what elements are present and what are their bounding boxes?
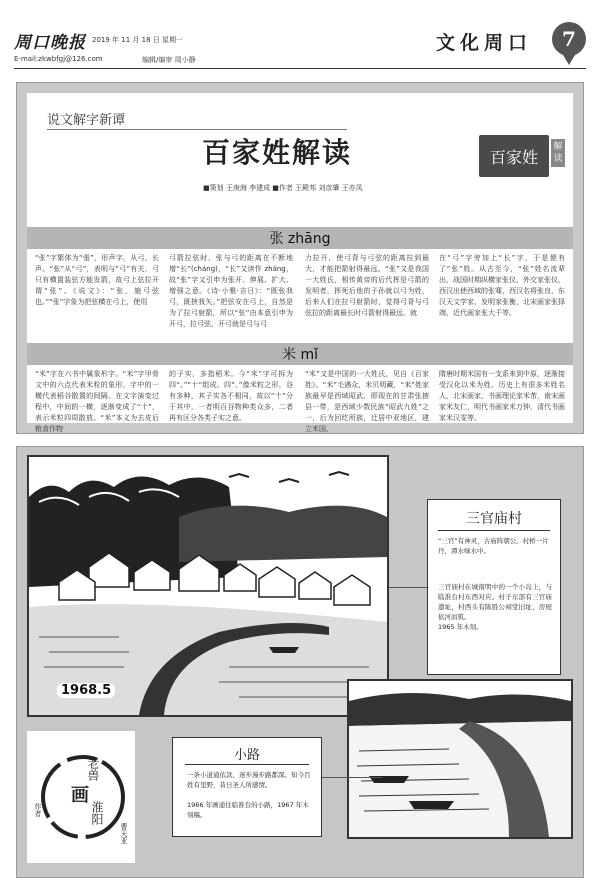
caption2-poem: 一条小道通依款，迷步漫步路都深。知今百姓有里野，昔日圣人所感情。 — [187, 771, 311, 789]
caption-year: 1965 年木刻。 — [438, 623, 483, 631]
masthead-rule — [14, 68, 586, 69]
feature-inner — [27, 93, 573, 433]
caption-text — [438, 582, 552, 632]
feature-headline: 百家姓解读 — [202, 136, 353, 169]
caption2-title: 小路 — [233, 748, 260, 763]
section-band-zhang — [27, 227, 573, 249]
section-title: 文化周口 — [436, 32, 533, 54]
woodcut-panel — [16, 446, 584, 878]
feature-panel — [16, 82, 584, 434]
zhang-col-3: 力拉开，使弓背与弓弦的距离拉到最大，才能把箭射得最远。“张”又是我国一大姓氏，相传黄帝的后代挥是弓箭的发明者，挥死后他的子孙就以弓为姓，后来人们在拉弓射箭时，觉得弓背与弓弦拉的距离最长时弓箭射得最远，就 — [305, 254, 429, 317]
stamp-subtitle: 解读 — [551, 139, 565, 167]
headline-stamp: 百家姓 — [479, 135, 549, 177]
caption2-text: 1966 年画通往临淮台的小路，1967 年木刻稿。 — [187, 801, 309, 819]
caption2-rule — [185, 764, 309, 765]
byline: ■策划 王庚海 李建成 ■作者 王殿邦 刘彦肇 王亦凤 — [203, 184, 363, 192]
seal-place-text: 淮阳 — [90, 801, 104, 825]
column-seal — [27, 731, 135, 863]
caption-body: 三官庙村在城南明中的一个小岛上，与临淮台村东西对应。村子东部有三官庙遗址，村西头有陈胜公祠堂旧址，房屋依河而筑。 — [438, 583, 552, 621]
caption-title: 三官庙村 — [466, 511, 522, 527]
page-number-badge: 7 — [552, 22, 586, 56]
connector-line — [389, 587, 427, 588]
seal-author-name: 曹天亚 — [120, 823, 128, 844]
email-line: E-mail:zkwbfgj@126.com — [14, 55, 103, 63]
zhang-col-1: “张”字繁体为“張”，形声字，从弓，长声。“张”从“弓”，表明与“弓”有关，弓只有横置装弦方能发箭，故弓上弦拉开谓“张”。《说文》：“张，施弓弦也。”“张”字象为把弦横在弓上，使用 — [35, 254, 159, 306]
section-band-mi — [27, 343, 573, 365]
mi-col-4: 隋唐时期米国有一支系来到中原，逐渐接受汉化以米为姓。历史上有很多米姓名人，北宋画家、书画理论家米芾，南宋画家米友仁，明代书画家米万钟，清代书画家米汉雯等。 — [439, 370, 565, 422]
mi-col-3: “米”又是中国的一大姓氏，见自《百家姓》。“米”毛遇众，米贝明藏，“米”姓家族最早是西域昭武，即现在的甘肃张掖县一带，是西域少数民族“昭武九姓”之一，后为回纥所族，迁居中亚地区，建立米国， — [305, 370, 429, 433]
caption-poem: “三官”有神灵，古庙阵朝公。村桥一片丹，潭水绿水中。 — [438, 537, 549, 555]
band-heading-zhang: 张 zhāng — [269, 231, 331, 247]
zhang-col-4: 在“弓”字旁加上“长”字，于是便有了“张”姓。从古至今，“张”姓名流辈出，战国时期纵横家张仪、外交家张仪，西汉出使西域的张骞，西汉名将张良，东汉天文学家、发明家张衡，北宋画家张择端，近代画家张大千等。 — [439, 254, 565, 317]
seal-top-text: 老兽 — [86, 757, 100, 781]
editor-line: 编辑/编审 周小静 — [142, 56, 196, 64]
zhang-col-2: 弓箭拉弦时，张与弓的距离在不断地增“长”(cháng)，“长”又读作 zhǎng，故“张”字又引申为张开、伸展、扩大、增强之意。《诗·小雅·吉日》：“既张我弓，既挟我矢。”把弦安在弓上，自然是为了拉弓射箭，所以“张”由本意引申为开弓，拉弓弦，开弓就是弓与弓 — [169, 254, 293, 328]
road-woodcut-image — [347, 679, 573, 839]
date-line: 2019 年 11 月 18 日 星期一 — [92, 36, 183, 44]
woodcut-date-mark: 1968.5 — [57, 683, 115, 698]
kicker-rule — [47, 129, 347, 130]
column-kicker: 说文解字新谭 — [47, 113, 126, 128]
seal-author-label: 作者 — [34, 803, 42, 817]
seal-main-char: 画 — [71, 785, 89, 806]
caption-rule — [438, 530, 550, 531]
sanguanmiao-caption-card — [427, 499, 561, 675]
xiaolu-caption-card — [172, 737, 322, 837]
masthead-logo: 周口晚报 — [14, 33, 86, 53]
connector-line-2 — [322, 777, 382, 778]
road-woodcut-art — [349, 681, 571, 837]
village-woodcut-image — [27, 455, 389, 717]
mi-col-2: 的子实，多指稻米。今“米”字可拆为四“、”“十”组成。四“、”像米粒之形，谷有多种，其子实各不相同，故以“十”分于其中，一者明百谷物种类众多，二者再有区分各类子实之意。 — [169, 370, 293, 422]
band-heading-mi: 米 mǐ — [282, 347, 318, 363]
mi-col-1: “米”字在六书中属象形字。“米”字甲骨文中的六点代表米粒的象形，字中的一横代表稻谷散置的间隔。在文字演变过程中，中间的一横，逐渐变成了“十”，表示米粒四周散放。“米”本义为去皮后粮食作物 — [35, 370, 159, 433]
village-woodcut-art — [29, 457, 387, 715]
